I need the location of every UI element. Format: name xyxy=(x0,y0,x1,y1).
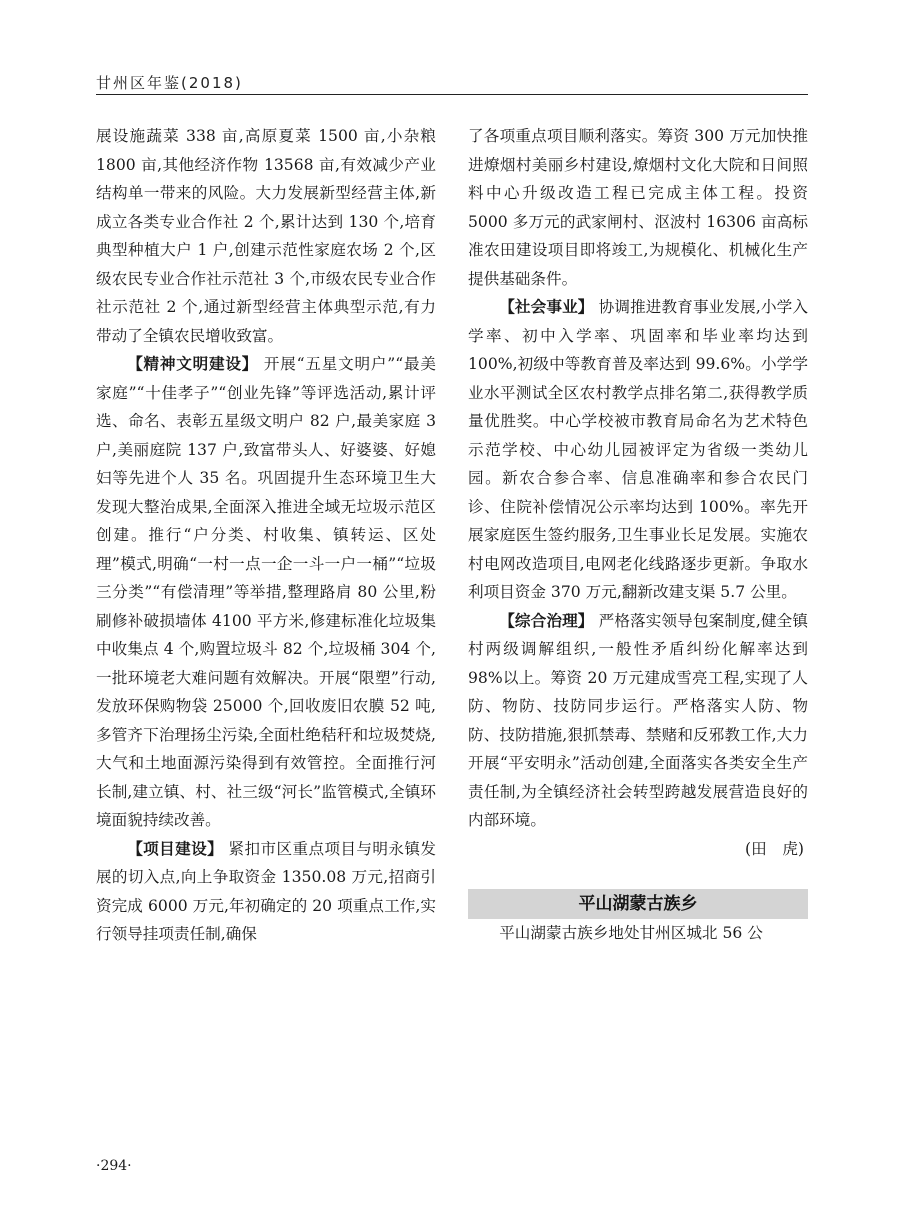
section-title-spiritual-civilization: 【精神文明建设】 xyxy=(127,355,259,373)
author-signature: (田 虎) xyxy=(745,839,804,858)
township-intro-paragraph: 平山湖蒙古族乡地处甘州区城北 56 公 xyxy=(499,924,763,942)
section-banner-township: 平山湖蒙古族乡 xyxy=(468,889,808,919)
yearbook-title: 甘州区年鉴(2018) xyxy=(96,74,243,92)
continued-paragraph: 了各项重点项目顺利落实。筹资 300 万元加快推进燎烟村美丽乡村建设,燎烟村文化大院和日间照料中心升级改造工程已完成主体工程。投资 5000 多万元的武家闸村、沤波村 16306 亩高标准农田建设项目即将竣工,为规模化、机械化生产提供基础条件。 xyxy=(468,127,808,288)
paragraph-project-construction xyxy=(96,835,436,949)
page-number: ·294· xyxy=(96,1158,132,1174)
section-title-social-affairs: 【社会事业】 xyxy=(499,298,594,316)
continued-paragraph: 展设施蔬菜 338 亩,高原夏菜 1500 亩,小杂粮 1800 亩,其他经济作物 13568 亩,有效减少产业结构单一带来的风险。大力发展新型经营主体,新成立各类专业合作社 2 个,累计达到 130 个,培育典型种植大户 1 户,创建示范性家庭农场 2 个,区级农民专业合作社示范社 3 个,市级农民专业合作社示范社 2 个,通过新型经营主体典型示范,有力带动了全镇农民增收致富。 xyxy=(96,127,436,345)
paragraph-body: 紧扣市区重点项目与明永镇发展的切入点,向上争取资金 1350.08 万元,招商引资完成 6000 万元,年初确定的 20 项重点工作,实行领导挂项责任制,确保 xyxy=(96,839,436,943)
section-title-comprehensive-governance: 【综合治理】 xyxy=(499,611,594,630)
paragraph-spiritual-civilization xyxy=(96,350,436,835)
paragraph-body: 严格落实领导包案制度,健全镇村两级调解组织,一般性矛盾纠纷化解率达到 98%以上。筹资 20 万元建成雪亮工程,实现了人防、物防、技防同步运行。严格落实人防、物防、技防措施,狠抓禁毒、禁赌和反邪教工作,大力开展“平安明永”活动创建,全面落实各类安全生产责任制,为全镇经济社会转型跨越发展营造良好的内部环境。 xyxy=(468,611,808,829)
paragraph-body: 开展“五星文明户”“最美家庭”“十佳孝子”“创业先锋”等评选活动,累计评选、命名、表彰五星级文明户 82 户,最美家庭 3 户,美丽庭院 137 户,致富带头人、好婆婆、好媳妇等先进个人 35 名。巩固提升生态环境卫生大发现大整治成果,全面深入推进全域无垃圾示范区创建。推行“户分类、村收集、镇转运、区处理”模式,明确“一村一点一企一斗一户一桶”“垃圾三分类”“有偿清理”等举措,整理路肩 80 公里,粉刷修补破损墙体 4100 平方米,修建标准化垃圾集中收集点 4 个,购置垃圾斗 82 个,垃圾桶 304 个,一批环境老大难问题有效解决。开展“限塑”行动,发放环保购物袋 25000 个,回收废旧农膜 52 吨,多管齐下治理扬尘污染,全面杜绝秸秆和垃圾焚烧,大气和土地面源污染得到有效管控。全面推行河长制,建立镇、村、社三级“河长”监管模式,全镇环境面貌持续改善。 xyxy=(96,355,436,829)
left-column xyxy=(96,122,436,949)
section-title-project-construction: 【项目建设】 xyxy=(127,839,224,858)
paragraph-social-affairs xyxy=(468,293,808,607)
paragraph-body: 协调推进教育事业发展,小学入学率、初中入学率、巩固率和毕业率均达到 100%,初级中等教育普及率达到 99.6%。小学学业水平测试全区农村教学点排名第二,获得教学质量优胜奖。中心学校被市教育局命名为艺术特色示范学校、中心幼儿园被评定为省级一类幼儿园。新农合参合率、信息准确率和参合农民门诊、住院补偿情况公示率均达到 100%。率先开展家庭医生签约服务,卫生事业长足发展。实施农村电网改造项目,电网老化线路逐步更新。争取水利项目资金 370 万元,翻新改建支渠 5.7 公里。 xyxy=(468,298,808,601)
paragraph-comprehensive-governance xyxy=(468,607,808,835)
running-header xyxy=(96,70,808,95)
right-column xyxy=(468,122,808,948)
